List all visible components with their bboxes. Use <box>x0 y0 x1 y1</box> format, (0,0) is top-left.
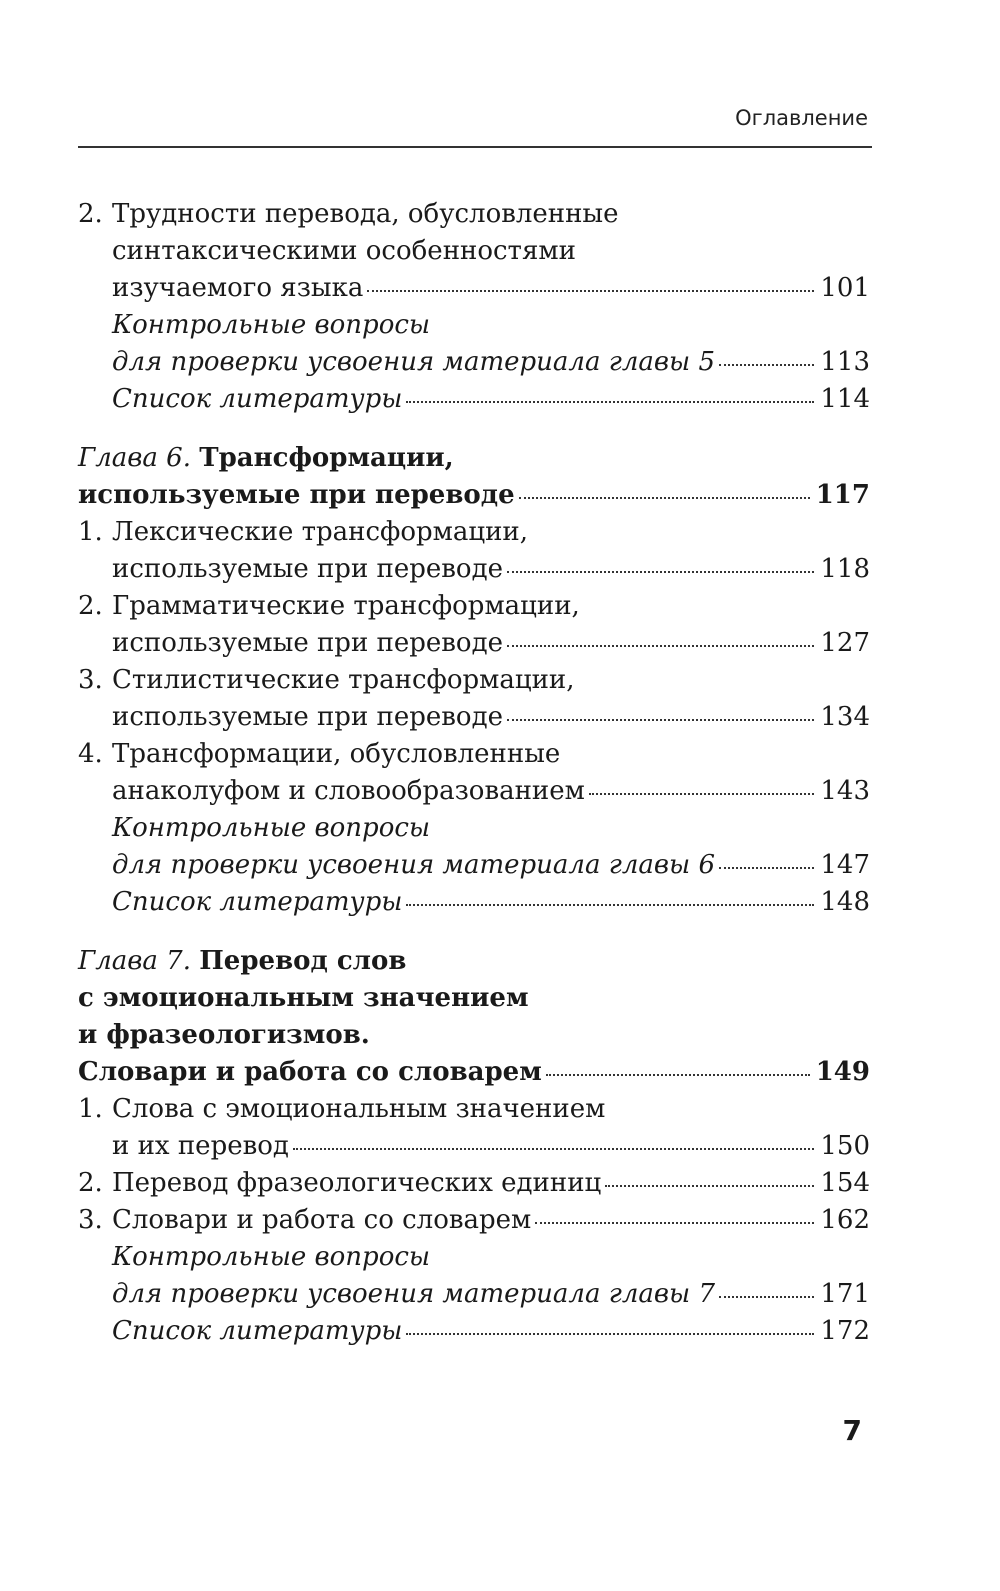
entry-number: 1. <box>78 517 103 547</box>
toc-entry-chapter-7[interactable] <box>78 943 870 1091</box>
entry-title-line: Контрольные вопросы <box>112 813 431 843</box>
toc-entry-section-6-2[interactable] <box>78 588 870 662</box>
page-number: 162 <box>820 1205 870 1235</box>
toc-entry-section-7-2[interactable] <box>78 1165 870 1202</box>
dot-leader <box>605 1185 814 1187</box>
dot-leader <box>367 290 814 292</box>
entry-title-line: Трудности перевода, обусловленные <box>112 199 619 229</box>
entry-title-line: для проверки усвоения материала главы 7 <box>112 1279 716 1309</box>
toc-entry-section-6-1[interactable] <box>78 514 870 588</box>
page-number: 118 <box>820 554 870 584</box>
dot-leader <box>293 1148 814 1150</box>
dot-leader <box>507 571 814 573</box>
toc-entry-section-5-2[interactable] <box>78 196 870 307</box>
entry-number: 2. <box>78 1168 103 1198</box>
dot-leader <box>546 1074 810 1076</box>
entry-number: 4. <box>78 739 103 769</box>
page-number: 127 <box>820 628 870 658</box>
entry-title-line: Словари и работа со словарем <box>112 1205 532 1235</box>
page-number: 101 <box>820 273 870 303</box>
page-number: 148 <box>820 887 870 917</box>
toc-entry-questions-5[interactable] <box>78 307 870 381</box>
entry-title-line: изучаемого языка <box>112 273 364 303</box>
page-number: 154 <box>820 1168 870 1198</box>
dot-leader <box>719 1296 814 1298</box>
header-rule <box>78 146 872 148</box>
entry-number: 2. <box>78 199 103 229</box>
toc-entry-chapter-6[interactable] <box>78 440 870 514</box>
chapter-label: Глава 6. <box>78 443 191 473</box>
dot-leader <box>719 364 814 366</box>
page-number: 134 <box>820 702 870 732</box>
chapter-title-line: с эмоциональным значением <box>78 983 529 1013</box>
toc-entry-references-6[interactable] <box>78 884 870 921</box>
entry-title-line: синтаксическими особенностями <box>112 236 576 266</box>
toc-entry-section-6-3[interactable] <box>78 662 870 736</box>
entry-title-line: используемые при переводе <box>112 628 503 658</box>
entry-title-line: Список литературы <box>112 1316 403 1346</box>
chapter-title-line: Трансформации, <box>199 443 454 473</box>
toc-entry-references-5[interactable] <box>78 381 870 418</box>
entry-title-line: Контрольные вопросы <box>112 310 431 340</box>
entry-title-line: Список литературы <box>112 887 403 917</box>
entry-number: 3. <box>78 665 103 695</box>
toc-entry-section-6-4[interactable] <box>78 736 870 810</box>
dot-leader <box>406 1333 814 1335</box>
entry-title-line: используемые при переводе <box>112 554 503 584</box>
entry-title-line: Контрольные вопросы <box>112 1242 431 1272</box>
dot-leader <box>535 1222 814 1224</box>
page-number: 117 <box>815 480 870 510</box>
entry-number: 3. <box>78 1205 103 1235</box>
chapter-title-line: и фразеологизмов. <box>78 1020 370 1050</box>
page-number: 150 <box>820 1131 870 1161</box>
page-number: 113 <box>820 347 870 377</box>
entry-number: 1. <box>78 1094 103 1124</box>
page-number: 149 <box>815 1057 870 1087</box>
entry-title-line: Стилистические трансформации, <box>112 665 575 695</box>
toc-entry-questions-6[interactable] <box>78 810 870 884</box>
entry-title-line: анаколуфом и словообразованием <box>112 776 585 806</box>
page-number: 143 <box>820 776 870 806</box>
toc-entry-section-7-3[interactable] <box>78 1202 870 1239</box>
dot-leader <box>507 645 814 647</box>
entry-title-line: Перевод фразеологических единиц <box>112 1168 602 1198</box>
chapter-title-line: используемые при переводе <box>78 480 515 510</box>
dot-leader <box>589 793 815 795</box>
entry-title-line: и их перевод <box>112 1131 289 1161</box>
page-folio: 7 <box>842 1414 862 1447</box>
entry-title-line: Список литературы <box>112 384 403 414</box>
dot-leader <box>719 867 814 869</box>
toc-entry-questions-7[interactable] <box>78 1239 870 1313</box>
chapter-title-line: Словари и работа со словарем <box>78 1057 542 1087</box>
toc-entry-references-7[interactable] <box>78 1313 870 1350</box>
entry-title-line: Грамматические трансформации, <box>112 591 580 621</box>
dot-leader <box>406 401 814 403</box>
entry-title-line: для проверки усвоения материала главы 6 <box>112 850 716 880</box>
chapter-title-line: Перевод слов <box>199 946 407 976</box>
toc-entry-section-7-1[interactable] <box>78 1091 870 1165</box>
dot-leader <box>507 719 814 721</box>
entry-title-line: Трансформации, обусловленные <box>112 739 561 769</box>
page-number: 171 <box>820 1279 870 1309</box>
running-title: Оглавление <box>735 106 868 130</box>
dot-leader <box>406 904 814 906</box>
page-number: 172 <box>820 1316 870 1346</box>
entry-number: 2. <box>78 591 103 621</box>
entry-title-line: для проверки усвоения материала главы 5 <box>112 347 716 377</box>
entry-title-line: Слова с эмоциональным значением <box>112 1094 606 1124</box>
table-of-contents <box>78 196 870 1350</box>
page-number: 147 <box>820 850 870 880</box>
entry-title-line: используемые при переводе <box>112 702 503 732</box>
page-number: 114 <box>820 384 870 414</box>
chapter-label: Глава 7. <box>78 946 191 976</box>
entry-title-line: Лексические трансформации, <box>112 517 529 547</box>
dot-leader <box>519 497 810 499</box>
